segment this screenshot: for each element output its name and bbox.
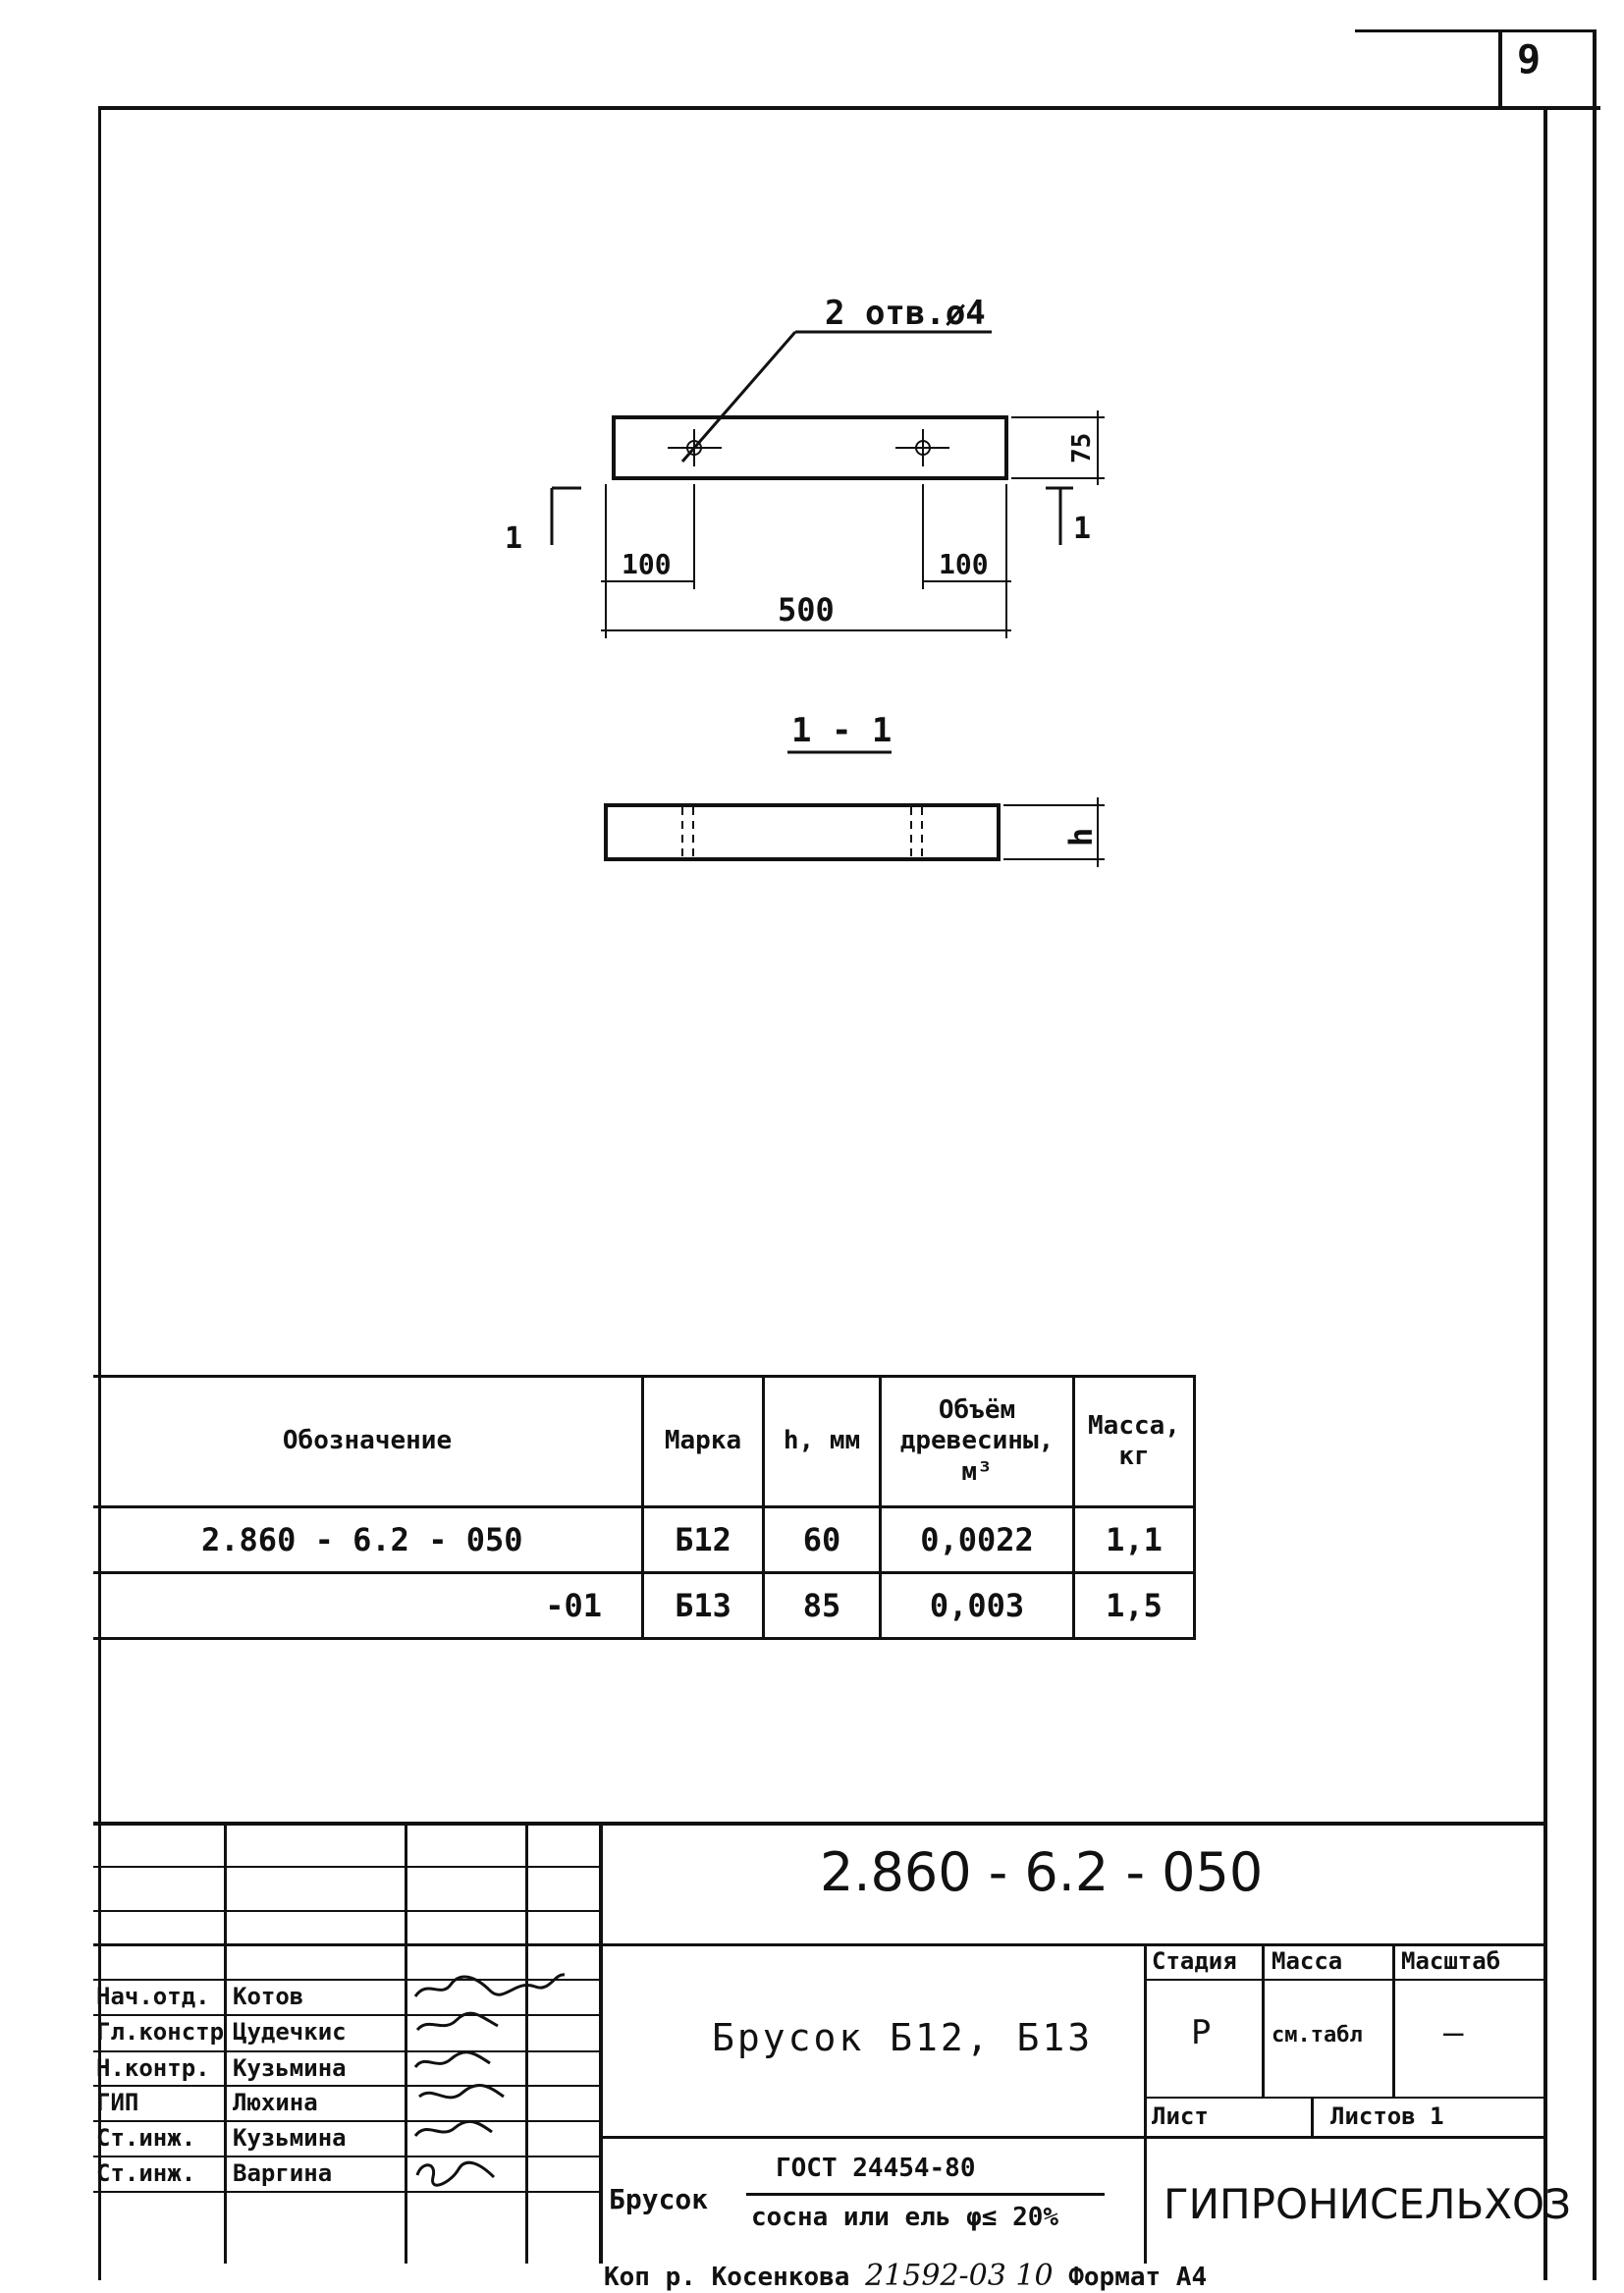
scale-label: Масштаб xyxy=(1401,1947,1501,1975)
signature-image xyxy=(407,1969,574,2195)
staff-name: Котов xyxy=(233,1983,304,2010)
staff-name: Варгина xyxy=(233,2159,333,2187)
footer-format: Формат А4 xyxy=(1068,2263,1208,2292)
footer-copied: Коп р. Косенкова xyxy=(604,2263,850,2292)
staff-role: Гл.констр xyxy=(96,2018,225,2046)
cell-designation: -01 xyxy=(93,1573,643,1639)
hole-note: 2 отв.ø4 xyxy=(825,294,986,333)
cell-mark: Б12 xyxy=(643,1507,764,1573)
sheet-label: Лист xyxy=(1152,2102,1209,2130)
footer-order: 21592-03 10 xyxy=(865,2259,1054,2293)
organization: ГИПРОНИСЕЛЬХОЗ xyxy=(1164,2180,1572,2228)
staff-name: Кузьмина xyxy=(233,2054,347,2082)
header-volume: Объём древесины, м³ xyxy=(881,1377,1074,1507)
header-h: h, мм xyxy=(764,1377,881,1507)
table-row xyxy=(93,1507,1195,1573)
cell-volume: 0,0022 xyxy=(881,1507,1074,1573)
staff-role: Ст.инж. xyxy=(96,2124,196,2152)
table-row xyxy=(93,1573,1195,1639)
section-mark-right: 1 xyxy=(1073,512,1092,546)
mass-label: Масса xyxy=(1272,1947,1343,1975)
dim-length: 500 xyxy=(778,591,835,628)
technical-drawing xyxy=(0,0,1624,982)
material-prefix: Брусок xyxy=(609,2183,709,2215)
cell-h: 85 xyxy=(764,1573,881,1639)
cell-mark: Б13 xyxy=(643,1573,764,1639)
mass-value: см.табл xyxy=(1272,2023,1363,2047)
cell-mass: 1,5 xyxy=(1074,1573,1195,1639)
staff-role: Ст.инж. xyxy=(96,2159,196,2187)
footer-line xyxy=(604,2259,1207,2293)
bar-section-view xyxy=(606,805,999,859)
staff-name: Цудечкис xyxy=(233,2018,347,2046)
dim-right-offset: 100 xyxy=(939,548,989,580)
dim-plan-height: 75 xyxy=(1067,432,1097,464)
cell-mass: 1,1 xyxy=(1074,1507,1195,1573)
material-standard: ГОСТ 24454-80 xyxy=(776,2154,976,2183)
sheet-number: 9 xyxy=(1517,37,1542,82)
stage-value: Р xyxy=(1191,2013,1212,2052)
section-mark-left: 1 xyxy=(505,521,523,556)
staff-role: Нач.отд. xyxy=(96,1983,210,2010)
header-mass: Масса, кг xyxy=(1074,1377,1195,1507)
title-block xyxy=(93,1822,1572,2264)
cell-h: 60 xyxy=(764,1507,881,1573)
dim-section-height: h xyxy=(1062,827,1100,846)
scale-value: — xyxy=(1443,2013,1464,2052)
dim-left-offset: 100 xyxy=(622,548,672,580)
table-header-row xyxy=(93,1377,1195,1507)
staff-role: Н.контр. xyxy=(96,2054,210,2082)
specification-table xyxy=(93,1375,1196,1640)
staff-name: Кузьмина xyxy=(233,2124,347,2152)
material-spec: сосна или ель φ≤ 20% xyxy=(751,2203,1059,2232)
cell-designation: 2.860 - 6.2 - 050 xyxy=(93,1507,643,1573)
staff-name: Люхина xyxy=(233,2089,318,2116)
doc-code: 2.860 - 6.2 - 050 xyxy=(820,1841,1264,1903)
doc-title: Брусок Б12, Б13 xyxy=(712,2016,1094,2059)
cell-volume: 0,003 xyxy=(881,1573,1074,1639)
header-mark: Марка xyxy=(643,1377,764,1507)
stage-label: Стадия xyxy=(1152,1947,1237,1975)
section-title: 1 - 1 xyxy=(791,711,893,750)
header-designation: Обозначение xyxy=(93,1377,643,1507)
sheets-label: Листов 1 xyxy=(1330,2102,1444,2130)
staff-role: ГИП xyxy=(96,2089,139,2116)
